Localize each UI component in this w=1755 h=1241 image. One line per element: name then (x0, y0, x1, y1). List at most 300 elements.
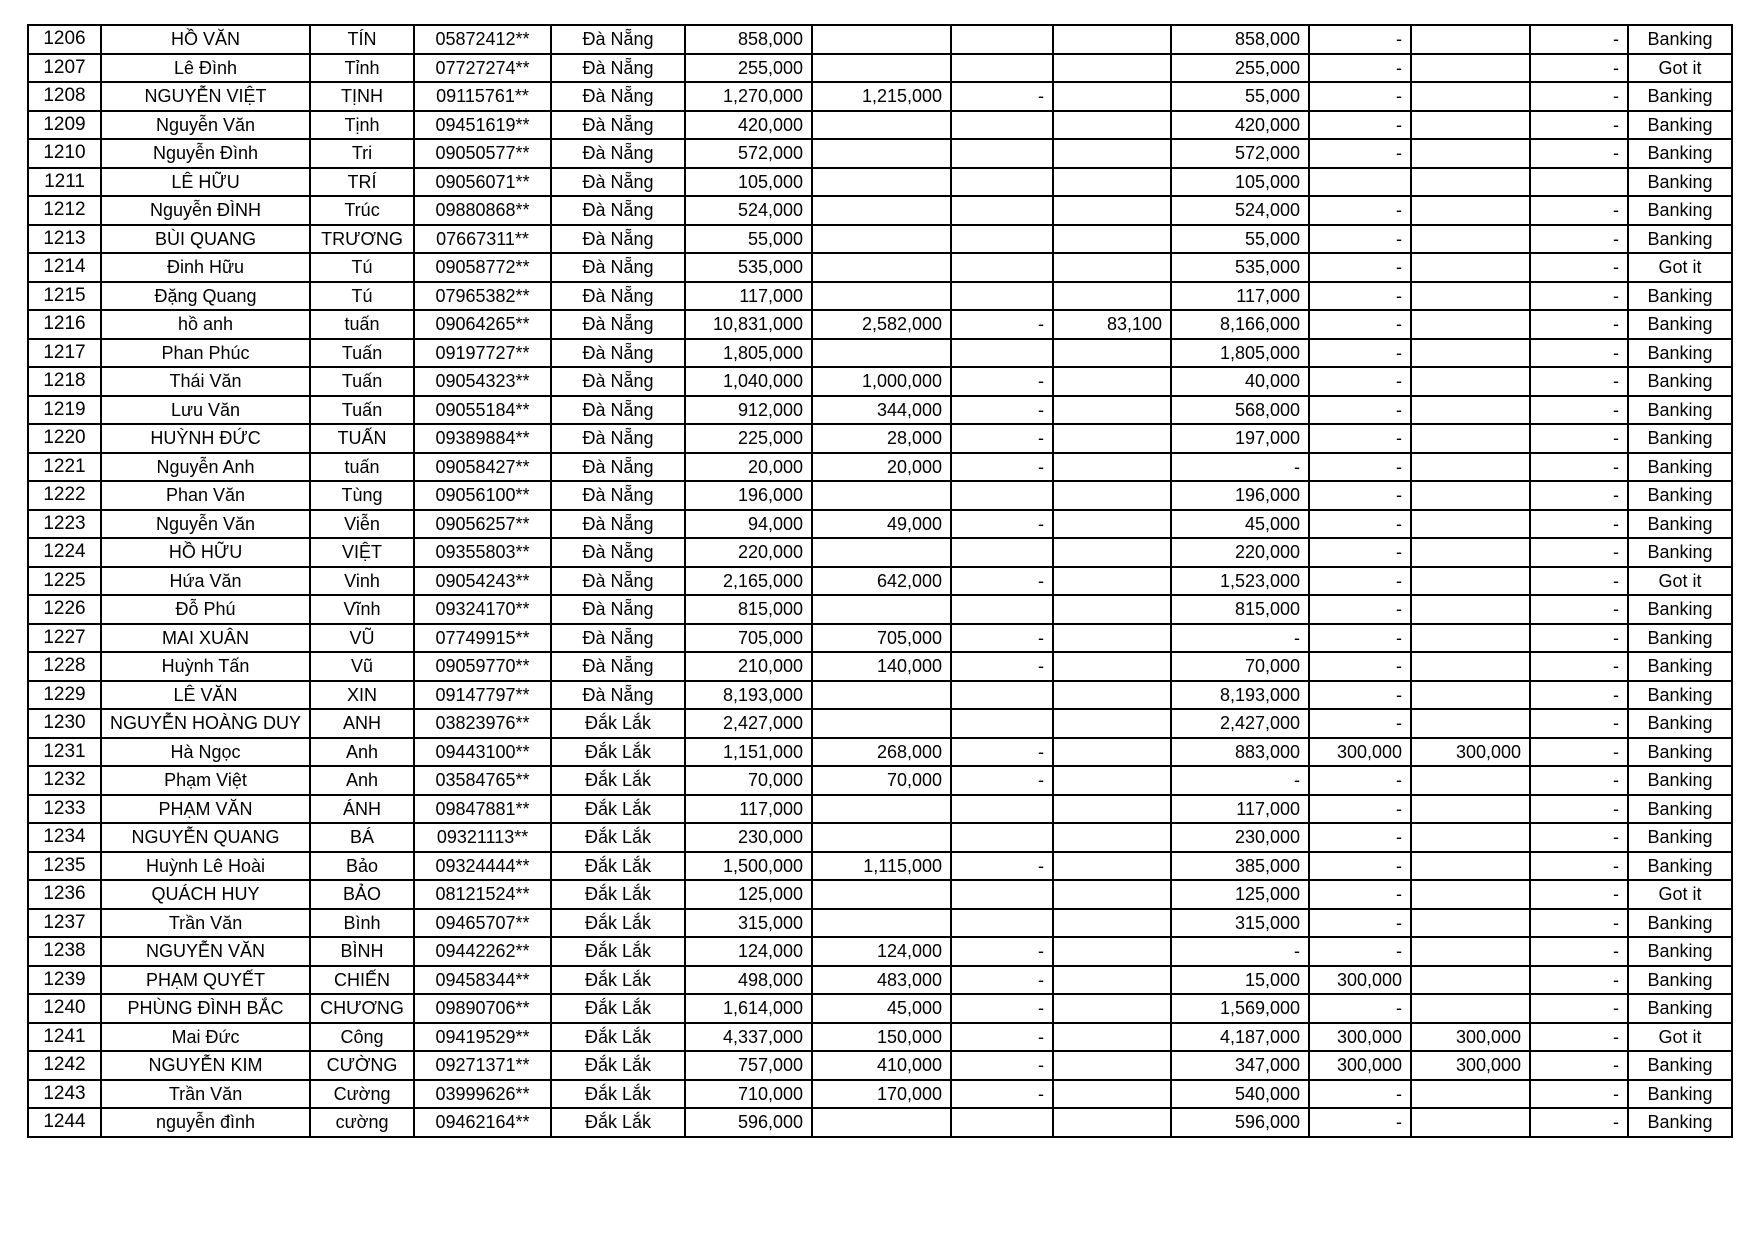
paid-amount-cell: 124,000 (812, 937, 951, 966)
paid-amount-cell (812, 139, 951, 168)
extra-amount-2-cell (1411, 310, 1530, 339)
last-middle-name-cell: PHẠM VĂN (101, 795, 310, 824)
paid-amount-cell (812, 54, 951, 83)
province-cell: Đà Nẵng (551, 111, 685, 140)
first-name-cell: Công (310, 1023, 414, 1052)
extra-amount-2-cell (1411, 396, 1530, 425)
remaining-amount-cell: 70,000 (1171, 652, 1309, 681)
payment-method-cell: Banking (1628, 595, 1732, 624)
table-row (28, 624, 1732, 653)
phone-number-cell: 03999626** (414, 1080, 551, 1109)
phone-number-cell: 09056257** (414, 510, 551, 539)
extra-amount-2-cell (1411, 994, 1530, 1023)
payment-method-cell: Banking (1628, 681, 1732, 710)
row-id-cell: 1243 (28, 1080, 101, 1109)
remaining-amount-cell: 858,000 (1171, 25, 1309, 54)
total-amount-cell: 1,614,000 (685, 994, 812, 1023)
extra-dash-cell: - (1530, 453, 1628, 482)
remaining-amount-cell: 1,805,000 (1171, 339, 1309, 368)
fee-amount-cell (1053, 396, 1171, 425)
paid-amount-cell (812, 795, 951, 824)
remaining-amount-cell: 2,427,000 (1171, 709, 1309, 738)
total-amount-cell: 2,427,000 (685, 709, 812, 738)
last-middle-name-cell: hồ anh (101, 310, 310, 339)
last-middle-name-cell: MAI XUÂN (101, 624, 310, 653)
extra-amount-2-cell (1411, 424, 1530, 453)
fee-amount-cell (1053, 481, 1171, 510)
table-row (28, 54, 1732, 83)
phone-number-cell: 09054243** (414, 567, 551, 596)
extra-amount-2-cell (1411, 1108, 1530, 1137)
payout-table (27, 24, 1733, 1138)
extra-amount-2-cell (1411, 510, 1530, 539)
fee-amount-cell (1053, 681, 1171, 710)
paid-amount-cell: 483,000 (812, 966, 951, 995)
row-id-cell: 1237 (28, 909, 101, 938)
table-row (28, 282, 1732, 311)
paid-dash-cell (951, 880, 1053, 909)
phone-number-cell: 09465707** (414, 909, 551, 938)
paid-amount-cell (812, 25, 951, 54)
total-amount-cell: 94,000 (685, 510, 812, 539)
paid-amount-cell (812, 339, 951, 368)
paid-dash-cell (951, 54, 1053, 83)
payment-method-cell: Banking (1628, 424, 1732, 453)
last-middle-name-cell: Trần Văn (101, 909, 310, 938)
paid-amount-cell (812, 196, 951, 225)
table-row (28, 795, 1732, 824)
row-id-cell: 1219 (28, 396, 101, 425)
last-middle-name-cell: Huỳnh Lê Hoài (101, 852, 310, 881)
last-middle-name-cell: Phan Văn (101, 481, 310, 510)
phone-number-cell: 09058772** (414, 253, 551, 282)
phone-number-cell: 03823976** (414, 709, 551, 738)
table-row (28, 196, 1732, 225)
table-row (28, 253, 1732, 282)
row-id-cell: 1231 (28, 738, 101, 767)
last-middle-name-cell: Phạm Việt (101, 766, 310, 795)
extra-dash-cell: - (1530, 54, 1628, 83)
remaining-amount-cell: 535,000 (1171, 253, 1309, 282)
remaining-amount-cell: 220,000 (1171, 538, 1309, 567)
extra-amount-2-cell (1411, 253, 1530, 282)
extra-amount-1-cell: - (1309, 396, 1411, 425)
paid-amount-cell: 268,000 (812, 738, 951, 767)
fee-amount-cell (1053, 823, 1171, 852)
payment-method-cell: Banking (1628, 994, 1732, 1023)
paid-amount-cell (812, 681, 951, 710)
row-id-cell: 1220 (28, 424, 101, 453)
extra-amount-2-cell (1411, 282, 1530, 311)
extra-amount-2-cell (1411, 823, 1530, 852)
province-cell: Đà Nẵng (551, 82, 685, 111)
province-cell: Đà Nẵng (551, 196, 685, 225)
extra-amount-2-cell (1411, 595, 1530, 624)
last-middle-name-cell: Phan Phúc (101, 339, 310, 368)
extra-dash-cell: - (1530, 1051, 1628, 1080)
table-row (28, 510, 1732, 539)
last-middle-name-cell: Nguyễn Đình (101, 139, 310, 168)
first-name-cell: Tuấn (310, 367, 414, 396)
table-row (28, 709, 1732, 738)
extra-amount-1-cell: - (1309, 481, 1411, 510)
payment-method-cell: Banking (1628, 709, 1732, 738)
extra-amount-2-cell (1411, 681, 1530, 710)
paid-amount-cell (812, 595, 951, 624)
first-name-cell: Tỉnh (310, 54, 414, 83)
table-body (28, 25, 1732, 1137)
extra-amount-1-cell: - (1309, 567, 1411, 596)
first-name-cell: VŨ (310, 624, 414, 653)
total-amount-cell: 815,000 (685, 595, 812, 624)
remaining-amount-cell: 568,000 (1171, 396, 1309, 425)
table-row (28, 1108, 1732, 1137)
province-cell: Đắk Lắk (551, 1051, 685, 1080)
paid-amount-cell: 2,582,000 (812, 310, 951, 339)
paid-amount-cell: 150,000 (812, 1023, 951, 1052)
extra-amount-1-cell: - (1309, 595, 1411, 624)
extra-amount-2-cell (1411, 481, 1530, 510)
extra-amount-1-cell: 300,000 (1309, 1023, 1411, 1052)
row-id-cell: 1216 (28, 310, 101, 339)
extra-dash-cell: - (1530, 738, 1628, 767)
phone-number-cell: 09880868** (414, 196, 551, 225)
phone-number-cell: 09055184** (414, 396, 551, 425)
paid-dash-cell: - (951, 766, 1053, 795)
extra-dash-cell: - (1530, 652, 1628, 681)
last-middle-name-cell: QUÁCH HUY (101, 880, 310, 909)
payment-method-cell: Banking (1628, 852, 1732, 881)
extra-dash-cell: - (1530, 909, 1628, 938)
table-row (28, 909, 1732, 938)
extra-dash-cell: - (1530, 595, 1628, 624)
row-id-cell: 1225 (28, 567, 101, 596)
table-row (28, 595, 1732, 624)
total-amount-cell: 705,000 (685, 624, 812, 653)
paid-amount-cell (812, 282, 951, 311)
paid-amount-cell: 1,000,000 (812, 367, 951, 396)
remaining-amount-cell: 1,523,000 (1171, 567, 1309, 596)
row-id-cell: 1228 (28, 652, 101, 681)
province-cell: Đà Nẵng (551, 25, 685, 54)
fee-amount-cell (1053, 1023, 1171, 1052)
row-id-cell: 1236 (28, 880, 101, 909)
total-amount-cell: 255,000 (685, 54, 812, 83)
paid-dash-cell (951, 538, 1053, 567)
extra-amount-1-cell: - (1309, 453, 1411, 482)
extra-amount-1-cell: 300,000 (1309, 966, 1411, 995)
extra-amount-2-cell (1411, 766, 1530, 795)
paid-dash-cell (951, 25, 1053, 54)
province-cell: Đà Nẵng (551, 54, 685, 83)
phone-number-cell: 09324444** (414, 852, 551, 881)
paid-dash-cell (951, 595, 1053, 624)
extra-amount-2-cell (1411, 966, 1530, 995)
row-id-cell: 1206 (28, 25, 101, 54)
province-cell: Đắk Lắk (551, 1080, 685, 1109)
extra-dash-cell: - (1530, 339, 1628, 368)
fee-amount-cell (1053, 225, 1171, 254)
row-id-cell: 1218 (28, 367, 101, 396)
province-cell: Đắk Lắk (551, 852, 685, 881)
province-cell: Đắk Lắk (551, 880, 685, 909)
total-amount-cell: 912,000 (685, 396, 812, 425)
extra-amount-2-cell: 300,000 (1411, 738, 1530, 767)
extra-dash-cell: - (1530, 538, 1628, 567)
fee-amount-cell (1053, 738, 1171, 767)
remaining-amount-cell: 8,166,000 (1171, 310, 1309, 339)
province-cell: Đà Nẵng (551, 453, 685, 482)
phone-number-cell: 09147797** (414, 681, 551, 710)
extra-amount-1-cell: - (1309, 937, 1411, 966)
fee-amount-cell (1053, 54, 1171, 83)
extra-amount-2-cell (1411, 624, 1530, 653)
province-cell: Đắk Lắk (551, 909, 685, 938)
paid-dash-cell (951, 909, 1053, 938)
total-amount-cell: 535,000 (685, 253, 812, 282)
phone-number-cell: 09451619** (414, 111, 551, 140)
extra-dash-cell: - (1530, 225, 1628, 254)
extra-amount-2-cell (1411, 652, 1530, 681)
last-middle-name-cell: Đỗ Phú (101, 595, 310, 624)
total-amount-cell: 524,000 (685, 196, 812, 225)
last-middle-name-cell: Trần Văn (101, 1080, 310, 1109)
total-amount-cell: 117,000 (685, 282, 812, 311)
total-amount-cell: 220,000 (685, 538, 812, 567)
remaining-amount-cell: 1,569,000 (1171, 994, 1309, 1023)
extra-amount-2-cell (1411, 538, 1530, 567)
first-name-cell: CHƯƠNG (310, 994, 414, 1023)
payment-method-cell: Banking (1628, 111, 1732, 140)
total-amount-cell: 572,000 (685, 139, 812, 168)
first-name-cell: BÁ (310, 823, 414, 852)
row-id-cell: 1211 (28, 168, 101, 197)
remaining-amount-cell: 255,000 (1171, 54, 1309, 83)
phone-number-cell: 09058427** (414, 453, 551, 482)
first-name-cell: Cường (310, 1080, 414, 1109)
total-amount-cell: 8,193,000 (685, 681, 812, 710)
payment-method-cell: Got it (1628, 54, 1732, 83)
row-id-cell: 1244 (28, 1108, 101, 1137)
remaining-amount-cell: 125,000 (1171, 880, 1309, 909)
row-id-cell: 1214 (28, 253, 101, 282)
province-cell: Đắk Lắk (551, 966, 685, 995)
remaining-amount-cell: 420,000 (1171, 111, 1309, 140)
row-id-cell: 1213 (28, 225, 101, 254)
paid-amount-cell: 70,000 (812, 766, 951, 795)
extra-dash-cell: - (1530, 1023, 1628, 1052)
row-id-cell: 1224 (28, 538, 101, 567)
total-amount-cell: 20,000 (685, 453, 812, 482)
fee-amount-cell (1053, 282, 1171, 311)
row-id-cell: 1217 (28, 339, 101, 368)
fee-amount-cell (1053, 424, 1171, 453)
paid-dash-cell: - (951, 994, 1053, 1023)
row-id-cell: 1241 (28, 1023, 101, 1052)
extra-amount-1-cell: - (1309, 852, 1411, 881)
extra-dash-cell: - (1530, 1108, 1628, 1137)
province-cell: Đà Nẵng (551, 624, 685, 653)
paid-amount-cell (812, 111, 951, 140)
payment-method-cell: Got it (1628, 880, 1732, 909)
total-amount-cell: 10,831,000 (685, 310, 812, 339)
fee-amount-cell (1053, 111, 1171, 140)
remaining-amount-cell: - (1171, 453, 1309, 482)
phone-number-cell: 09056071** (414, 168, 551, 197)
paid-dash-cell (951, 481, 1053, 510)
fee-amount-cell (1053, 1108, 1171, 1137)
payment-method-cell: Banking (1628, 823, 1732, 852)
extra-dash-cell: - (1530, 424, 1628, 453)
phone-number-cell: 03584765** (414, 766, 551, 795)
payment-method-cell: Banking (1628, 652, 1732, 681)
payment-method-cell: Got it (1628, 253, 1732, 282)
paid-dash-cell (951, 225, 1053, 254)
province-cell: Đà Nẵng (551, 310, 685, 339)
paid-dash-cell: - (951, 966, 1053, 995)
total-amount-cell: 315,000 (685, 909, 812, 938)
paid-amount-cell (812, 823, 951, 852)
province-cell: Đà Nẵng (551, 567, 685, 596)
extra-dash-cell: - (1530, 253, 1628, 282)
last-middle-name-cell: Huỳnh Tấn (101, 652, 310, 681)
paid-dash-cell (951, 1108, 1053, 1137)
total-amount-cell: 420,000 (685, 111, 812, 140)
last-middle-name-cell: BÙI QUANG (101, 225, 310, 254)
payment-method-cell: Banking (1628, 538, 1732, 567)
table-row (28, 168, 1732, 197)
last-middle-name-cell: Nguyễn Văn (101, 510, 310, 539)
fee-amount-cell (1053, 624, 1171, 653)
extra-amount-2-cell (1411, 82, 1530, 111)
payment-method-cell: Banking (1628, 139, 1732, 168)
paid-dash-cell: - (951, 624, 1053, 653)
extra-amount-1-cell (1309, 168, 1411, 197)
extra-amount-2-cell (1411, 225, 1530, 254)
last-middle-name-cell: NGUYỄN KIM (101, 1051, 310, 1080)
extra-dash-cell: - (1530, 367, 1628, 396)
province-cell: Đắk Lắk (551, 823, 685, 852)
last-middle-name-cell: Hà Ngọc (101, 738, 310, 767)
phone-number-cell: 09462164** (414, 1108, 551, 1137)
province-cell: Đắk Lắk (551, 1023, 685, 1052)
fee-amount-cell (1053, 168, 1171, 197)
fee-amount-cell (1053, 1080, 1171, 1109)
first-name-cell: BẢO (310, 880, 414, 909)
province-cell: Đà Nẵng (551, 339, 685, 368)
total-amount-cell: 4,337,000 (685, 1023, 812, 1052)
extra-dash-cell: - (1530, 111, 1628, 140)
paid-dash-cell (951, 139, 1053, 168)
remaining-amount-cell: 4,187,000 (1171, 1023, 1309, 1052)
extra-amount-1-cell: - (1309, 909, 1411, 938)
last-middle-name-cell: LÊ HỮU (101, 168, 310, 197)
extra-amount-1-cell: - (1309, 766, 1411, 795)
row-id-cell: 1234 (28, 823, 101, 852)
total-amount-cell: 117,000 (685, 795, 812, 824)
paid-dash-cell (951, 111, 1053, 140)
extra-dash-cell: - (1530, 994, 1628, 1023)
fee-amount-cell (1053, 795, 1171, 824)
remaining-amount-cell: 55,000 (1171, 82, 1309, 111)
remaining-amount-cell: 815,000 (1171, 595, 1309, 624)
last-middle-name-cell: NGUYỄN HOÀNG DUY (101, 709, 310, 738)
row-id-cell: 1207 (28, 54, 101, 83)
extra-amount-1-cell: - (1309, 1080, 1411, 1109)
fee-amount-cell (1053, 339, 1171, 368)
row-id-cell: 1229 (28, 681, 101, 710)
first-name-cell: Vũ (310, 652, 414, 681)
paid-amount-cell (812, 709, 951, 738)
phone-number-cell: 09059770** (414, 652, 551, 681)
extra-amount-1-cell: - (1309, 510, 1411, 539)
table-row (28, 396, 1732, 425)
total-amount-cell: 1,151,000 (685, 738, 812, 767)
total-amount-cell: 710,000 (685, 1080, 812, 1109)
phone-number-cell: 08121524** (414, 880, 551, 909)
province-cell: Đà Nẵng (551, 595, 685, 624)
phone-number-cell: 09355803** (414, 538, 551, 567)
remaining-amount-cell: 15,000 (1171, 966, 1309, 995)
last-middle-name-cell: Đặng Quang (101, 282, 310, 311)
extra-amount-2-cell (1411, 937, 1530, 966)
extra-amount-2-cell (1411, 453, 1530, 482)
remaining-amount-cell: 40,000 (1171, 367, 1309, 396)
row-id-cell: 1209 (28, 111, 101, 140)
last-middle-name-cell: Lưu Văn (101, 396, 310, 425)
fee-amount-cell: 83,100 (1053, 310, 1171, 339)
phone-number-cell: 09197727** (414, 339, 551, 368)
remaining-amount-cell: 117,000 (1171, 282, 1309, 311)
fee-amount-cell (1053, 253, 1171, 282)
province-cell: Đắk Lắk (551, 937, 685, 966)
extra-amount-2-cell (1411, 25, 1530, 54)
province-cell: Đắk Lắk (551, 766, 685, 795)
payment-method-cell: Banking (1628, 82, 1732, 111)
extra-dash-cell: - (1530, 795, 1628, 824)
payment-method-cell: Got it (1628, 1023, 1732, 1052)
table-row (28, 139, 1732, 168)
province-cell: Đà Nẵng (551, 367, 685, 396)
payment-method-cell: Banking (1628, 1108, 1732, 1137)
extra-amount-2-cell (1411, 795, 1530, 824)
first-name-cell: Tú (310, 253, 414, 282)
extra-dash-cell: - (1530, 681, 1628, 710)
extra-dash-cell: - (1530, 196, 1628, 225)
paid-dash-cell: - (951, 310, 1053, 339)
extra-dash-cell: - (1530, 510, 1628, 539)
last-middle-name-cell: NGUYỄN QUANG (101, 823, 310, 852)
paid-dash-cell: - (951, 1080, 1053, 1109)
province-cell: Đà Nẵng (551, 282, 685, 311)
paid-dash-cell (951, 196, 1053, 225)
phone-number-cell: 05872412** (414, 25, 551, 54)
payment-method-cell: Banking (1628, 453, 1732, 482)
total-amount-cell: 1,500,000 (685, 852, 812, 881)
fee-amount-cell (1053, 709, 1171, 738)
remaining-amount-cell: 596,000 (1171, 1108, 1309, 1137)
last-middle-name-cell: NGUYỄN VĂN (101, 937, 310, 966)
last-middle-name-cell: Thái Văn (101, 367, 310, 396)
fee-amount-cell (1053, 567, 1171, 596)
row-id-cell: 1238 (28, 937, 101, 966)
paid-dash-cell: - (951, 1023, 1053, 1052)
table-row (28, 225, 1732, 254)
remaining-amount-cell: 524,000 (1171, 196, 1309, 225)
phone-number-cell: 09419529** (414, 1023, 551, 1052)
fee-amount-cell (1053, 453, 1171, 482)
last-middle-name-cell: Nguyễn Văn (101, 111, 310, 140)
